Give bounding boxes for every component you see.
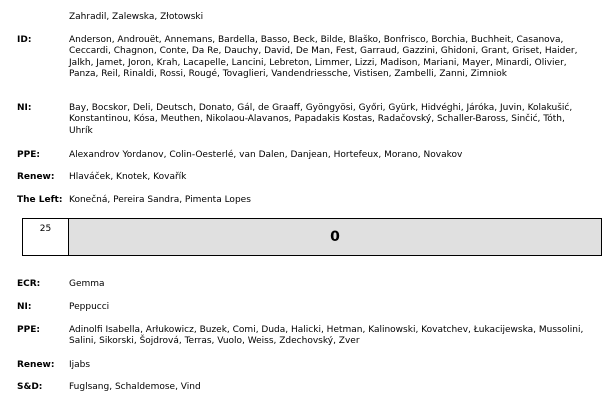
vote-result-box	[22, 218, 602, 256]
group-members-the-left: Konečná, Pereira Sandra, Pimenta Lopes	[69, 195, 251, 205]
group-label-ppe-bottom: PPE:	[17, 325, 40, 335]
group-label-the-left: The Left:	[17, 195, 63, 205]
group-label-ni: NI:	[17, 103, 32, 113]
group-members-ecr: Gemma	[69, 279, 105, 289]
vote-number: 25	[23, 219, 69, 255]
group-label-ni-bottom: NI:	[17, 302, 32, 312]
group-members-s-and-d: Fuglsang, Schaldemose, Vind	[69, 382, 201, 392]
group-label-renew: Renew:	[17, 172, 55, 182]
continued-members-text: Zahradil, Zalewska, Złotowski	[69, 12, 204, 22]
group-members-id: Anderson, Androuët, Annemans, Bardella, Basso, Beck, Bilde, Blaško, Bonfrisco, Borchia, Buchheit, Casanova, Ceccardi, Chagnon, Conte, Da Re, Dauchy, David, De Man, Fest, Garraud, Gazzini, Ghidoni, Grant, Griset, Haider, Jalkh, Jamet, Joron, Krah, Lacapelle, Lancini, Lebreton, Limmer, Lizzi, Madison, Mariani, Mayer, Minardi, Olivier, Panza, Reil, Rinaldi, Rossi, Rougé, Tovaglieri, Vandendriessche, Vistisen, Zambelli, Zanni, Zimniok	[69, 35, 578, 80]
group-label-ppe: PPE:	[17, 150, 40, 160]
group-members-ni: Bay, Bocskor, Deli, Deutsch, Donato, Gál, de Graaff, Gyöngyösi, Győri, Gyürk, Hidvéghi, Járóka, Juvin, Kolakušić, Konstantinou, Kósa, Meuthen, Nikolaou-Alavanos, Papadakis Kostas, Radačovský, Schaller-Baross, Sinčić, Tóth, Uhrík	[69, 103, 573, 136]
group-label-renew-bottom: Renew:	[17, 360, 55, 370]
group-members-ppe: Alexandrov Yordanov, Colin-Oesterlé, van Dalen, Danjean, Hortefeux, Morano, Novakov	[69, 150, 463, 160]
group-members-ni-bottom: Peppucci	[69, 302, 110, 312]
group-members-ppe-bottom: Adinolfi Isabella, Arłukowicz, Buzek, Comi, Duda, Halicki, Hetman, Kalinowski, Kovatchev, Łukacijewska, Mussolini, Salini, Sikorski, Šojdrová, Terras, Vuolo, Weiss, Zdechovský, Zver	[69, 325, 584, 347]
vote-result-count: 0	[69, 219, 601, 255]
group-label-id: ID:	[17, 35, 32, 45]
group-label-s-and-d: S&D:	[17, 382, 43, 392]
group-members-renew-bottom: Ijabs	[69, 360, 91, 370]
group-label-ecr: ECR:	[17, 279, 41, 289]
group-members-renew: Hlaváček, Knotek, Kovařík	[69, 172, 187, 182]
